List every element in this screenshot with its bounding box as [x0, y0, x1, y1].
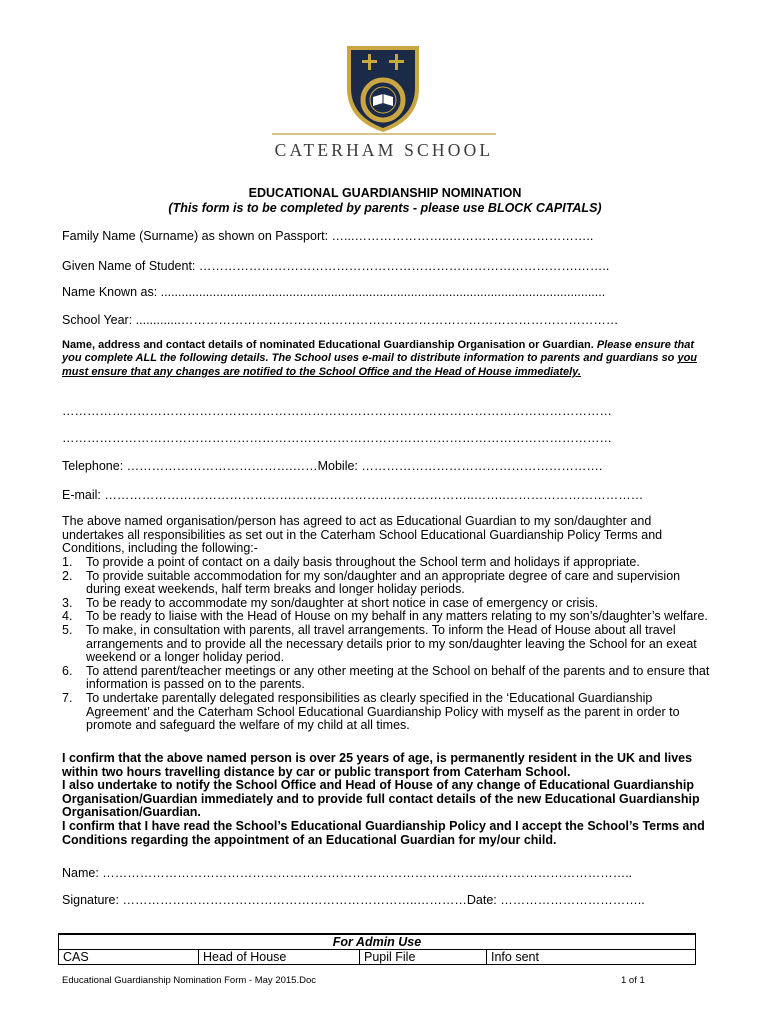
admin-table-header: For Admin Use — [59, 934, 696, 950]
given-name-field[interactable]: Given Name of Student: ……………………………………………………………………………….…….. — [62, 259, 610, 273]
note-part-3: you must ensure that any changes are notified to the School Office and the Head of House immediately. — [62, 352, 698, 378]
confirm-policy-accepted: I confirm that I have read the School’s Educational Guardianship Policy and I accept the School’s Terms and Conditions regarding the appointment of an Educational Guardian for my/our child. — [62, 818, 705, 847]
form-subtitle: (This form is to be completed by parents - please use BLOCK CAPITALS) — [168, 201, 602, 215]
family-name-field[interactable]: Family Name (Surname) as shown on Passport: …...…………………..…………………………….. — [62, 229, 594, 243]
responsibilities-list — [62, 556, 712, 733]
admin-cell-info-sent: Info sent — [487, 950, 696, 965]
list-item — [62, 556, 712, 570]
footer-document-name: Educational Guardianship Nomination Form - May 2015.Doc — [62, 975, 316, 986]
item-number: 5. — [62, 622, 73, 637]
confirm-age-residence: I confirm that the above named person is over 25 years of age, is permanently resident in the UK and lives within two hours travelling distance by car or public transport from Caterham School. — [62, 751, 693, 779]
telephone-mobile-field[interactable]: Telephone: ………………………………….……Mobile: …………………………………………………. — [62, 459, 603, 473]
item-text: To attend parent/teacher meetings or any other meeting at the School on behalf of the parents and to ensure that information is passed on to the parents. — [86, 663, 710, 692]
item-text: To undertake parentally delegated responsibilities as clearly specified in the ‘Educational Guardianship Agreement’ and the Caterham School Educational Guardianship Policy with myself as the parent in order to promote and safeguard the welfare of my child at all times. — [86, 690, 680, 733]
confirm-notify-changes: I also undertake to notify the School Office and Head of House of any change of Educational Guardianship Organisation/Guardian immediately and to provide full contact details of the new Educational Guardianship Organisation/Guardian. — [62, 778, 700, 820]
admin-cell-head-of-house: Head of House — [199, 950, 360, 965]
school-year-field[interactable]: School Year: .............…………………………………………………………………………………………… — [62, 313, 619, 327]
admin-cell-pupil-file: Pupil File — [360, 950, 487, 965]
logo-divider-rule — [272, 133, 496, 135]
item-number: 7. — [62, 690, 73, 705]
item-number: 3. — [62, 595, 73, 610]
item-number: 6. — [62, 663, 73, 678]
item-text: To be ready to accommodate my son/daughter at short notice in case of emergency or crisis. — [86, 595, 599, 610]
list-item — [62, 665, 712, 692]
admin-use-table — [58, 933, 696, 965]
item-text: To be ready to liaise with the Head of House on my behalf in any matters relating to my son’s/daughter’s welfare. — [86, 609, 708, 624]
item-text: To provide a point of contact on a daily basis throughout the School term and holidays if appropriate. — [86, 555, 640, 569]
form-title: EDUCATIONAL GUARDIANSHIP NOMINATION — [248, 186, 522, 200]
item-number: 2. — [62, 568, 73, 583]
list-item — [62, 597, 712, 611]
school-name: CATERHAM SCHOOL — [274, 140, 494, 160]
list-item — [62, 570, 712, 597]
list-item — [62, 692, 712, 733]
email-field[interactable]: E-mail: ……………………………………………………………………………..……..…………………………… — [62, 488, 644, 502]
name-known-field[interactable]: Name Known as: ................................................................................................................................ — [62, 285, 606, 299]
footer-page-number: 1 of 1 — [621, 975, 645, 986]
item-text: To make, in consultation with parents, all travel arrangements. To inform the Head of House about all travel arrangements and to provide all the necessary details prior to my son/daughter leaving the School for an exeat weekend or a longer holiday period. — [86, 622, 697, 665]
parent-name-field[interactable]: Name: ………………………………………………………………………………...…………………………….. — [62, 866, 633, 880]
signature-date-field[interactable]: Signature: ……………………………………………………………..…………Date: …………………………….. — [62, 893, 645, 907]
list-item — [62, 610, 712, 624]
address-line-2-field[interactable]: …………………………………………………………………………………………………………………… — [62, 431, 612, 445]
guardian-details-note — [62, 339, 712, 379]
note-part-2: Please ensure that you complete ALL the following details. The School uses e-mail to distribute information to parents and guardians so — [62, 339, 695, 365]
school-crest-logo — [341, 42, 425, 134]
list-item — [62, 624, 712, 665]
address-line-1-field[interactable]: …………………………………………………………………………………………………………………… — [62, 404, 612, 418]
confirmation-statements — [62, 752, 722, 847]
note-part-1: Name, address and contact details of nominated Educational Guardianship Organisation or Guardian. — [62, 339, 594, 351]
item-text: To provide suitable accommodation for my son/daughter and an appropriate degree of care and supervision during exeat weekends, half term breaks and longer holiday periods. — [86, 568, 681, 597]
item-number: 4. — [62, 609, 73, 624]
item-number: 1. — [62, 555, 73, 569]
responsibilities-intro: The above named organisation/person has agreed to act as Educational Guardian to my son/daughter and undertakes all responsibilities as set out in the Caterham School Educational Guardianship Policy Terms and Conditions, including the following:- — [62, 514, 663, 556]
admin-cell-cas: CAS — [59, 950, 199, 965]
